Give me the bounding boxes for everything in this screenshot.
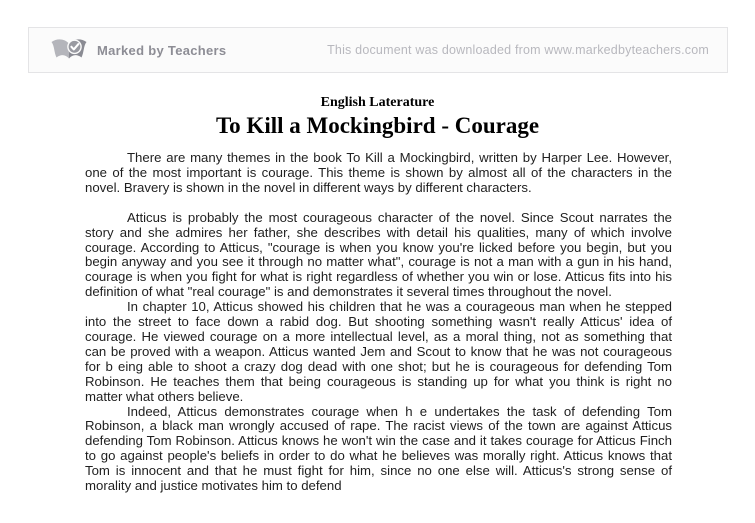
brand-name: Marked by Teachers	[97, 42, 227, 58]
brand	[49, 35, 226, 65]
essay-subject: English Laterature	[320, 95, 435, 110]
essay-paragraphs	[0, 151, 755, 494]
download-source-note: This document was downloaded from www.markedbyteachers.com	[327, 43, 709, 57]
essay-title: To Kill a Mockingbird - Courage	[215, 113, 540, 138]
essay-paragraph: Indeed, Atticus demonstrates courage when h e undertakes the task of defending Tom Robinson, a black man wrongly accused of rape. The racist views of the town are against Atticus defending Tom Robinson. Atticus knows he won't win the case and it takes courage for Atticus Finch to go against people's beliefs in order to do what he believes was morally right. Atticus knows that Tom is innocent and that he must fight for him, since no one else will. Atticus's strong sense of morality and justice motivates him to defend	[85, 403, 672, 494]
essay-paragraph: In chapter 10, Atticus showed his children that he was a courageous man when he stepped into the street to face down a rabid dog. But shooting something wasn't really Atticus' idea of courage. He viewed courage on a more intellectual level, as a moral thing, not as something that can be proved with a weapon. Atticus wanted Jem and Scout to know that he was not courageous for b eing able to shoot a crazy dog dead with one shot; but he is courageous for defending Tom Robinson. He teaches them that being courageous is standing up for what you think is right no matter what others believe.	[85, 299, 672, 404]
essay-paragraph: There are many themes in the book To Kill a Mockingbird, written by Harper Lee. However, one of the most important is courage. This theme is shown by almost all of the characters in the novel. Bravery is shown in the novel in different ways by different characters.	[85, 150, 672, 195]
open-book-checkmark-icon	[49, 35, 89, 65]
essay-paragraph: Atticus is probably the most courageous character of the novel. Since Scout narrates the story and she admires her father, she describes with detail his qualities, many of which involve courage. According to Atticus, "courage is when you know you're licked before you begin, but you begin anyway and you see it through no matter what", courage is not a man with a gun in his hand, courage is when you fight for what is right regardless of whether you win or lose. Atticus fits into his definition of what "real courage" is and demonstrates it several times throughout the novel.	[85, 209, 672, 300]
markedbyteachers-banner	[28, 27, 728, 73]
